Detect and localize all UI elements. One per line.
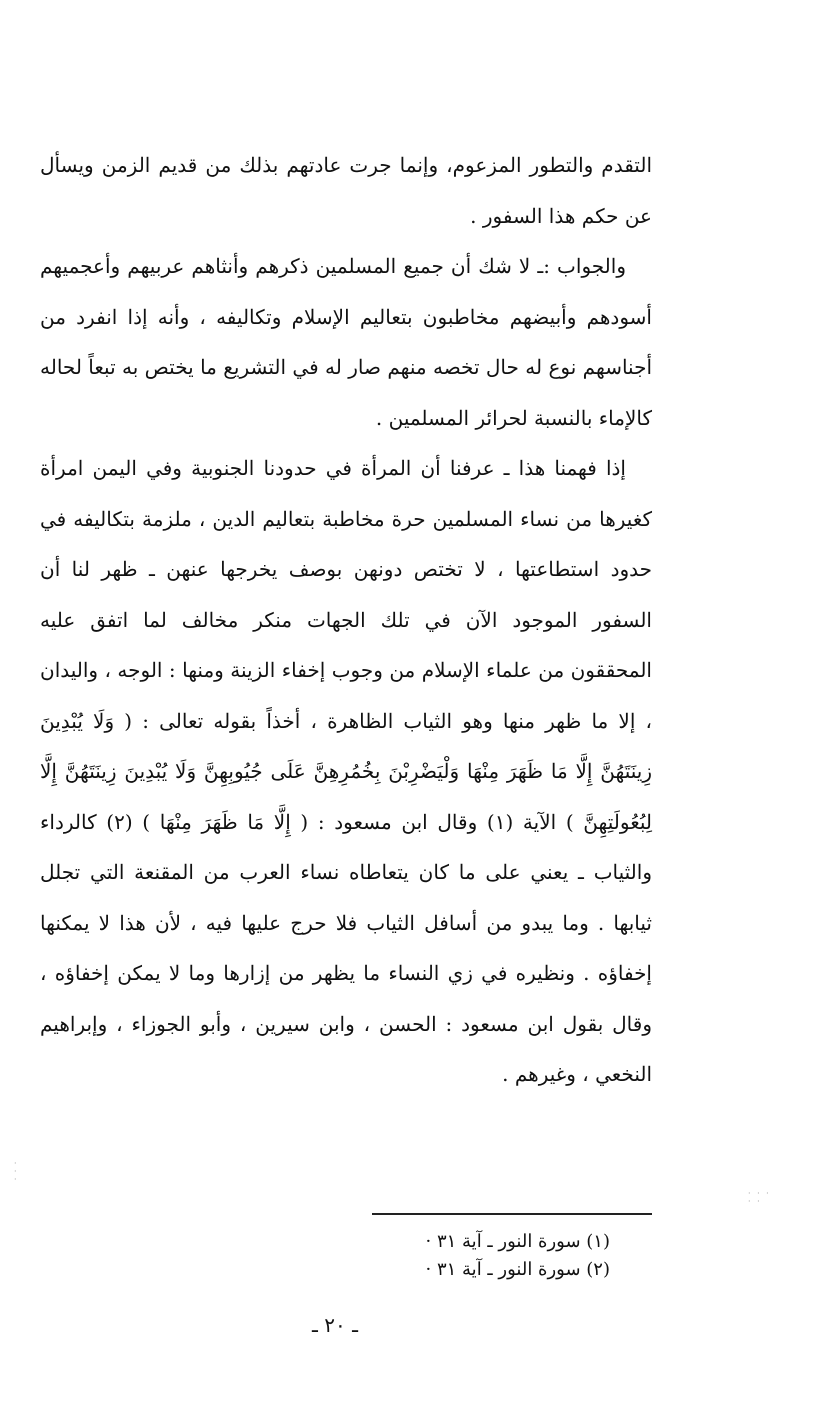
scan-speckle-right: · · · · · xyxy=(748,1189,771,1206)
body-text xyxy=(40,140,652,1100)
page-number: ـ ٢٠ ـ xyxy=(312,1313,358,1337)
footnote-2: (٢) سورة النور ـ آية ٣١ · xyxy=(425,1259,610,1280)
footnote-1: (١) سورة النور ـ آية ٣١ · xyxy=(425,1231,610,1252)
footnotes xyxy=(330,1228,610,1284)
footnote-divider xyxy=(372,1213,652,1215)
paragraph-answer: والجواب :ـ لا شك أن جميع المسلمين ذكرهم وأنثاهم عربيهم وأعجميهم أسودهم وأبيضهم مخاطبون بتعاليم الإسلام وتكاليفه ، وأنه إذا انفرد من أجناسهم نوع له حال تخصه منهم صار له في التشريع ما يختص به تبعاً لحاله كالإماء بالنسبة لحرائر المسلمين . xyxy=(40,254,652,430)
paragraph-ruling: إذا فهمنا هذا ـ عرفنا أن المرأة في حدودنا الجنوبية وفي اليمن امرأة كغيرها من نساء المسلمين حرة مخاطبة بتعاليم الدين ، ملزمة بتكاليفه في حدود استطاعتها ، لا تختص دونهن بوصف يخرجها عنهن ـ ظهر لنا أن السفور الموجود الآن في تلك الجهات منكر مخالف لما اتفق عليه المحققون من علماء الإسلام من وجوب إخفاء الزينة ومنها : الوجه ، واليدان ، إلا ما ظهر منها وهو الثياب الظاهرة ، أخذاً بقوله تعالى : ( وَلَا يُبْدِينَ زِينَتَهُنَّ إِلَّا مَا ظَهَرَ مِنْهَا وَلْيَضْرِبْنَ بِخُمُرِهِنَّ عَلَى جُيُوبِهِنَّ وَلَا يُبْدِينَ زِينَتَهُنَّ إِلَّا لِبُعُولَتِهِنَّ ) الآية (١) وقال ابن مسعود : ( إِلَّا مَا ظَهَرَ مِنْهَا ) (٢) كالرداء والثياب ـ يعني على ما كان يتعاطاه نساء العرب من المقنعة التي تجلل ثيابها . وما يبدو من أسافل الثياب فلا حرج عليها فيه ، لأن هذا لا يمكنها إخفاؤه . ونظيره في زي النساء ما يظهر من إزارها وما لا يمكن إخفاؤه ، وقال بقول ابن مسعود : الحسن ، وابن سيرين ، وأبو الجوزاء ، وإبراهيم النخعي ، وغيرهم . xyxy=(40,456,653,1086)
paragraph-intro: التقدم والتطور المزعوم، وإنما جرت عادتهم بذلك من قديم الزمن ويسأل عن حكم هذا السفور . xyxy=(40,153,652,228)
scan-speckle-left: · · · xyxy=(14,1159,19,1184)
